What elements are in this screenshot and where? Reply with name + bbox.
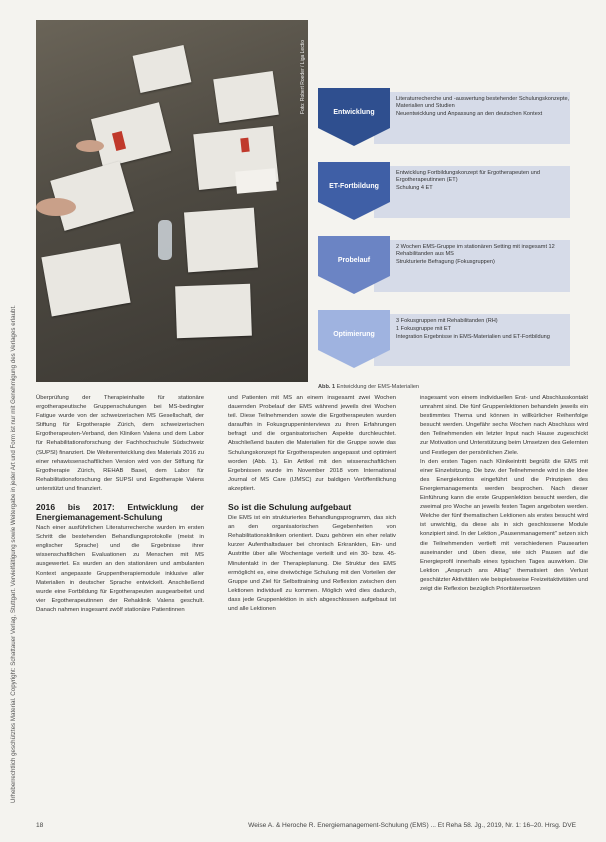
section-heading: So ist die Schulung aufgebaut (228, 502, 352, 513)
development-flow-diagram (318, 88, 568, 384)
photo-credit: Foto: Robert Roeder / Liga Lectio (300, 40, 306, 114)
figure-caption: Abb. 1 Entwicklung der EMS-Materialien (318, 384, 420, 390)
page-number: 18 (36, 822, 44, 829)
flow-chevron (318, 162, 390, 220)
flow-bullet: • 2 Wochen EMS-Gruppe im stationären Setting mit insgesamt 12 Rehabilitanden aus MS (396, 244, 570, 258)
section-heading: 2016 bis 2017: Entwicklung der Energiemanagement-Schulung (36, 502, 204, 523)
flow-step (318, 310, 568, 376)
paragraph: und Patienten mit MS an einem insgesamt zwei Wochen dauernden Probelauf der EMS während jeweils drei Wochen teil. Diese Teilnehmenden sowie die Ergotherapeuten wurden daraufhin in Fokusgruppeninterviews zu ihren Erfahrungen befragt und die organisatorischen Aspekte durchleuchtet. Abschließend bauten die Materialien für die Gruppe sowie das Schulungskonzept für Ergotherapeuten angepasst und optimiert worden (Abb. 1). Ein Artikel mit den wissenschaftlichen Ergebnissen wurde im November 2018 vom International Journal of MS Care (IJMSC) zur baldigen Veröffentlichung akzeptiert. (228, 395, 396, 492)
flow-chevron (318, 310, 390, 368)
flow-chevron (318, 88, 390, 146)
flow-bullet: • 3 Fokusgruppen mit Rehabilitanden (RH) (396, 318, 570, 325)
text-column-2 (228, 394, 396, 614)
paragraph: Die EMS ist ein strukturiertes Behandlungsprogramm, das sich an den organisatorischen Gegebenheiten von Rehabilitationskliniken orientiert. Dazu gehören ein eher relativ kurzer Aufenthaltsdauer bei chronisch Erkrankten, Ein- und Austritte über alle Wochentage verteilt und ein 30- bzw. 45-Minutentakt in der Therapieplanung. Die Struktur des EMS ermöglicht es, eine dreiwöchige Schulung mit den Vorteilen der Gruppe und Ziel für Selbsttraining und Reflexion zwischen den Lektionen individuell zu kommen. Möglich wird dies dadurch, dass jede Gruppenlektion in sich abgeschlossen aufgebaut ist und alle Lektionen (228, 515, 396, 612)
flow-chevron (318, 236, 390, 294)
flow-bullet: • Literaturrecherche und -auswertung bestehender Schulungskonzepte, Materialien und Studien (396, 96, 570, 110)
flow-step (318, 236, 568, 302)
flow-step-box (374, 92, 570, 144)
flow-step-box (374, 240, 570, 292)
text-column-3 (420, 394, 588, 594)
flow-step-label: ET-Fortbildung (329, 183, 379, 190)
flow-step (318, 162, 568, 228)
paragraph: Überprüfung der Therapieinhalte für stationäre ergotherapeutische Gruppenschulungen bei MS-bedingter Fatigue wurde von der schweizerischen MS Gesellschaft, der Stiftung für Ergotherapie Zürich, dem schweizerischen Ergotherapeuten-Verband, den Kliniken Valens und dem Labor für Rehabilitationsforschung der Fachhochschule Südschweiz (SUPSI) finanziert. Die Weiterentwicklung des Materials 2016 zu einer rehawissenschaftlichen Version wird von der Stiftung für Ergotherapie Zürich, REHAB Basel, dem Labor für Rehabilitationsforschung der SUPSI und Ergotherapie Valens unterstützt und finanziert. (36, 395, 204, 492)
paragraph: In den ersten Tagen nach Klinikeintritt begrüßt die EMS mit einer Einzelsitzung. Die bzw. der Teilnehmende wird in die Idee des Energiekontos eingeführt und die Prinzipien des Energiemanagements werden besprochen. Nach dieser Einführung kann die erste Gruppenlektion besucht werden, die zweimal pro Woche an jeweils festen Tagen angeboten werden. Welche der fünf thematischen Lektionen als erstes besucht wird ist unwichtig, da diese als in sich geschlossene Module konzipiert sind. In der Lektion „Pausenmanagement" setzen sich die Teilnehmenden vertieft mit verschiedenen Pausearten auseinander und üben diese, wie sich Pausen auf die Energieprofil innerhalb eines typischen Tages auswirken. Die Lektion „Anspruch ans Alltag" thematisiert den Verlust geschätzter Aktivitäten wie beispielsweise Freizeitaktivitäten und zeigt die Reflexion bezüglich Prioritätensetzen (420, 458, 588, 592)
flow-bullet: • Schulung 4 ET (396, 185, 570, 192)
flow-step-box (374, 166, 570, 218)
citation-line: Weise A. & Heroche R. Energiemanagement-Schulung (EMS) ... Et Reha 58. Jg., 2019, Nr. 1: 16–20. Hrsg. DVE (248, 822, 576, 829)
text-column-1 (36, 394, 204, 615)
flow-step-label: Probelauf (337, 257, 371, 264)
flow-step-box (374, 314, 570, 366)
copyright-side-note: Urheberrechtlich geschütztes Material. Copyright: Schattauer Verlag, Stuttgart. Vervielfältigung sowie Weitergabe in jeder Art und Form ist nur mit Genehmigung des Verlages erlaubt. (10, 305, 17, 803)
flow-bullet: • Strukturierte Befragung (Fokusgruppen) (396, 259, 570, 266)
flow-step-label: Optimierung (333, 331, 375, 338)
paragraph: insgesamt von einem individuellen Erst- und Abschlusskontakt umrahmt sind. Die fünf Gruppenlektionen behandeln jeweils ein bestimmtes Thema und können in willkürlicher Reihenfolge besucht werden. Ungefähr sechs Wochen nach Abschluss wird den Teilnehmenden ein letzter Input nach Hause zugeschickt zur Motivation und Unterstützung beim Umsetzen des Gelernten und Festlegen der persönlichen Ziele. (420, 395, 588, 456)
flow-bullet: • Neuentwicklung und Anpassung an den deutschen Kontext (396, 111, 570, 118)
paragraph: Nach einer ausführlichen Literaturrecherche wurden im ersten Schritt die bestehenden Behandlungsprotokolle (meist in englischer Sprache) und die Ergebnisse ihrer wissenschaftlichen Evaluationen zu Menschen mit MS ausgewertet. Es wurden an den stationären und ambulanten Kontext angepasste Gruppentherapiemodule inklusive aller Materialien in deutscher Sprache entwickelt. Anschließend wurde eine Fortbildung für Ergotherapeuten ausgearbeitet und vier Ergotherapeutinnen der Rehaklinik Valens geschult. Danach nahmen insgesamt zwölf stationäre Patientinnen (36, 525, 204, 613)
flow-step (318, 88, 568, 154)
flow-bullet: • 1 Fokusgruppe mit ET (396, 326, 570, 333)
flow-bullet: • Integration Ergebnisse in EMS-Materialien und ET-Fortbildung (396, 334, 570, 341)
flow-step-label: Entwicklung (333, 109, 375, 116)
group-therapy-photo (36, 20, 308, 382)
flow-bullet: • Entwicklung Fortbildungskonzept für Ergotherapeuten und Ergotherapeutinnen (ET) (396, 170, 570, 184)
